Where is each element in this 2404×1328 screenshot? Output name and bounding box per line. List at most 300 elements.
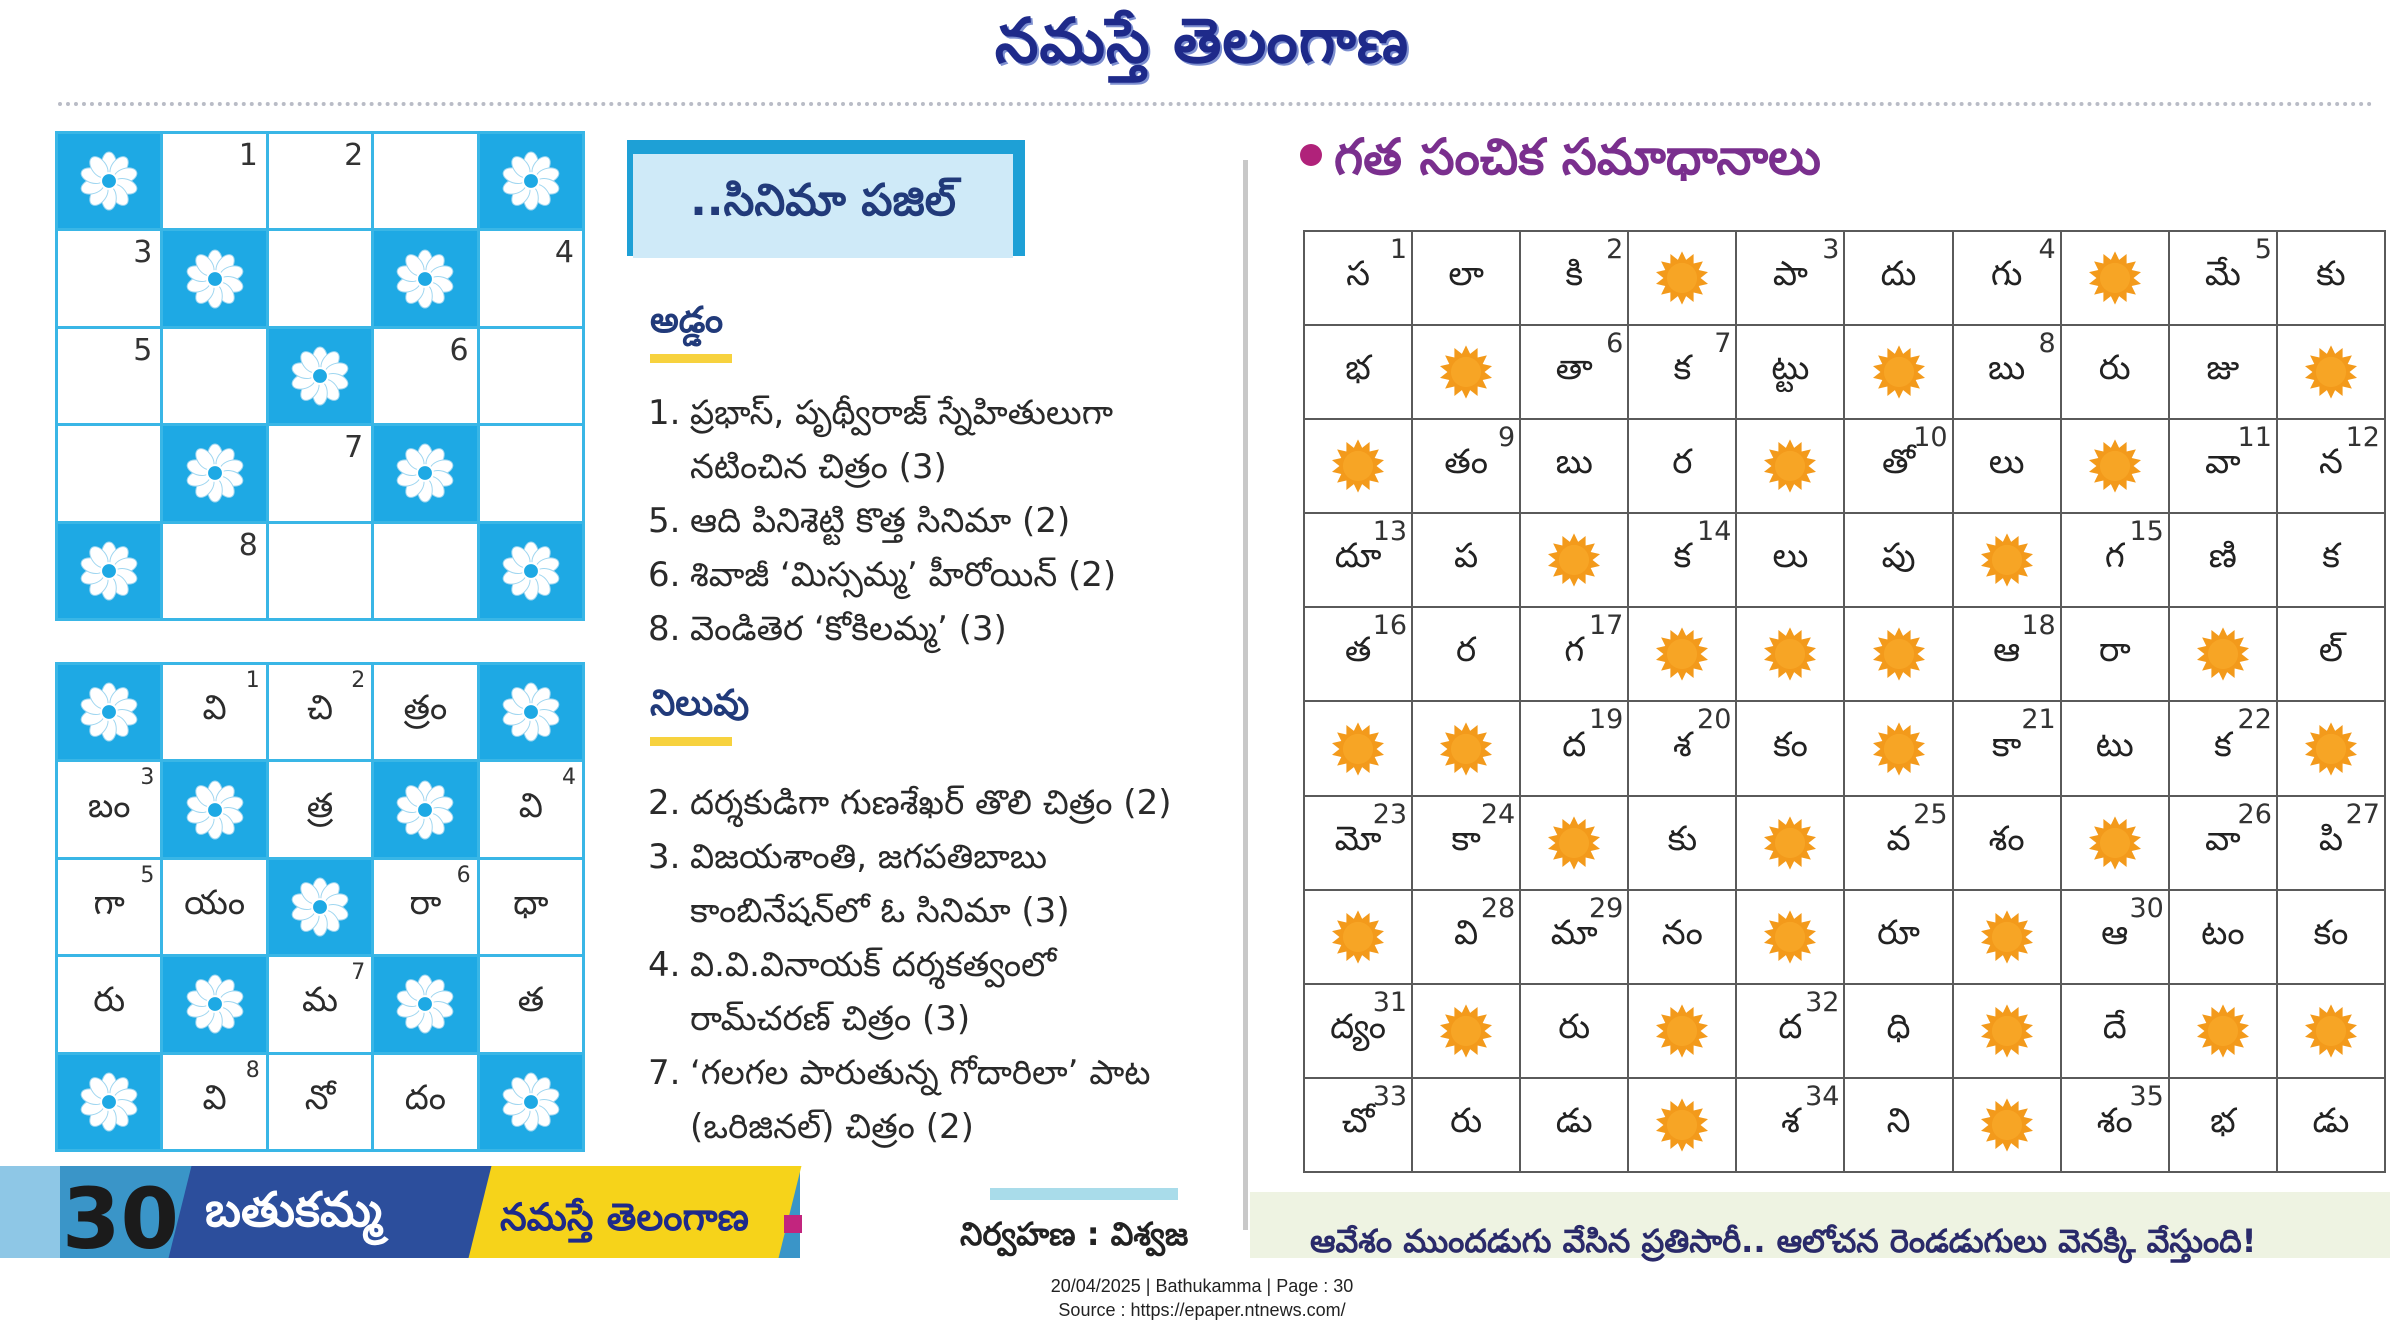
grid-cell[interactable] — [58, 426, 160, 520]
flower-icon — [182, 971, 248, 1037]
solution-block-cell — [1954, 1079, 2060, 1171]
clue-text: ఆది పినిశెట్టి కొత్త సినిమా (2) — [690, 501, 1071, 541]
clue-line — [648, 992, 1228, 1046]
star-icon — [2086, 814, 2144, 872]
star-icon — [2194, 1002, 2252, 1060]
solution-letter: ట్టు — [1771, 348, 1810, 389]
solution-cell — [1954, 232, 2060, 324]
solution-letter: జు — [2206, 348, 2240, 389]
grid-block-cell — [374, 231, 476, 325]
grid-cell[interactable] — [58, 762, 160, 856]
grid-cell[interactable] — [163, 665, 265, 759]
solution-cell — [1737, 326, 1843, 418]
solution-block-cell — [1737, 420, 1843, 512]
star-icon — [1761, 625, 1819, 683]
star-icon — [1870, 720, 1928, 778]
page-number: 30 — [62, 1170, 179, 1268]
solution-number: 20 — [1697, 704, 1732, 736]
solution-cell — [1845, 1079, 1951, 1171]
solution-block-cell — [2062, 797, 2168, 889]
solution-cell — [1629, 514, 1735, 606]
solution-letter: కి — [1565, 254, 1584, 295]
solution-letter: మో — [1334, 818, 1382, 859]
solution-number: 1 — [1389, 234, 1408, 265]
solution-cell — [1521, 891, 1627, 983]
solution-number: 33 — [1372, 1080, 1408, 1112]
grid-cell[interactable] — [480, 957, 582, 1051]
solution-cell — [1845, 891, 1951, 983]
grid-cell[interactable] — [374, 665, 476, 759]
grid-cell[interactable] — [58, 860, 160, 954]
solution-number: 11 — [2237, 422, 2272, 454]
solution-cell — [1305, 326, 1411, 418]
grid-cell[interactable] — [163, 860, 265, 954]
solution-cell — [2062, 326, 2168, 418]
grid-cell[interactable] — [269, 762, 371, 856]
clue-number: 6 — [449, 332, 469, 368]
solution-block-cell — [1305, 702, 1411, 794]
solution-cell — [1954, 702, 2060, 794]
solution-number: 15 — [2129, 516, 2164, 548]
cell-letter: వి — [202, 1077, 227, 1118]
solution-letter: కం — [2313, 912, 2349, 953]
solution-cell — [1521, 232, 1627, 324]
grid-cell[interactable] — [374, 134, 476, 228]
solution-number: 30 — [2129, 892, 2164, 924]
clue-index: 6. — [648, 555, 681, 595]
flower-icon — [76, 1069, 142, 1135]
grid-block-cell — [480, 1055, 582, 1149]
cell-letter: దం — [404, 1077, 447, 1118]
grid-cell[interactable] — [58, 957, 160, 1051]
solution-number: 10 — [1913, 422, 1948, 454]
star-icon — [2194, 625, 2252, 683]
solution-block-cell — [1413, 702, 1519, 794]
clue-number: 2 — [351, 668, 366, 693]
clue-line — [648, 602, 1228, 656]
solution-cell — [1413, 1079, 1519, 1171]
clue-text: నటించిన చిత్రం (3) — [690, 447, 947, 487]
solution-letter: ఆ — [2101, 912, 2129, 953]
clue-line — [648, 884, 1228, 938]
solution-block-cell — [1629, 985, 1735, 1077]
cell-letter: గా — [93, 882, 125, 923]
grid-cell[interactable] — [480, 231, 582, 325]
solution-number: 27 — [2345, 798, 2380, 830]
clue-text: విజయశాంతి, జగపతిబాబు — [690, 837, 1047, 877]
solution-cell — [1629, 326, 1735, 418]
solution-letter: దూ — [1334, 536, 1382, 577]
cell-letter: ధా — [513, 882, 549, 923]
solution-number: 22 — [2237, 704, 2272, 736]
down-heading: నిలువు — [650, 683, 749, 746]
solution-block-cell — [1737, 608, 1843, 700]
solution-cell — [1737, 985, 1843, 1077]
flower-icon — [76, 148, 142, 214]
grid-cell[interactable] — [480, 860, 582, 954]
solution-letter: నం — [1661, 912, 1703, 953]
clue-text: వెండితెర ‘కోకిలమ్మ’ (3) — [690, 609, 1007, 649]
clue-text: (ఒరిజినల్) చిత్రం (2) — [690, 1107, 974, 1147]
solution-block-cell — [1629, 1079, 1735, 1171]
solution-number: 24 — [1480, 798, 1516, 830]
solution-cell — [1954, 326, 2060, 418]
date-line: 20/04/2025 | Bathukamma | Page : 30 — [1050, 1276, 1354, 1296]
grid-block-cell — [269, 860, 371, 954]
star-icon — [1653, 625, 1711, 683]
flower-icon — [498, 1069, 564, 1135]
cell-letter: త — [517, 980, 545, 1021]
solution-letter: ప — [1454, 536, 1479, 577]
solution-cell — [2062, 1079, 2168, 1171]
grid-cell[interactable] — [163, 524, 265, 618]
solution-letter: వి — [1454, 912, 1479, 953]
solution-letter: స — [1346, 254, 1370, 295]
grid-block-cell — [374, 957, 476, 1051]
flower-icon — [498, 538, 564, 604]
solution-block-cell — [1305, 891, 1411, 983]
solution-number: 21 — [2021, 704, 2056, 736]
solution-number: 14 — [1697, 516, 1732, 548]
solution-letter: వా — [2205, 442, 2241, 483]
solution-number: 17 — [1588, 610, 1624, 642]
grid-block-cell — [480, 665, 582, 759]
solution-cell — [1521, 420, 1627, 512]
solution-cell — [1305, 797, 1411, 889]
solution-number: 4 — [2038, 234, 2056, 265]
solution-cell — [1845, 420, 1951, 512]
cell-letter: రా — [409, 882, 442, 923]
solution-number: 7 — [1714, 328, 1732, 360]
solution-block-cell — [2170, 608, 2276, 700]
solution-cell — [1954, 797, 2060, 889]
star-icon — [1870, 625, 1928, 683]
solution-number: 28 — [1480, 892, 1516, 924]
grid-cell[interactable] — [58, 231, 160, 325]
clue-line — [648, 386, 1228, 440]
solution-letter: శ — [1672, 724, 1692, 765]
solution-cell — [2278, 608, 2384, 700]
grid-cell[interactable] — [269, 231, 371, 325]
clue-number: 3 — [133, 235, 153, 271]
grid-block-cell — [269, 329, 371, 423]
star-icon — [2086, 437, 2144, 495]
solution-letter: కా — [1451, 818, 1481, 859]
grid-cell[interactable] — [269, 524, 371, 618]
star-icon — [1653, 1096, 1711, 1154]
cell-letter: చి — [306, 688, 334, 729]
solution-cell — [2170, 797, 2276, 889]
solution-letter: ద్యం — [1330, 1006, 1386, 1047]
cell-letter: త్రం — [403, 688, 448, 729]
solution-letter: కు — [1667, 818, 1698, 859]
solution-cell — [1413, 514, 1519, 606]
flower-icon — [392, 440, 458, 506]
solution-block-cell — [1629, 232, 1735, 324]
star-icon — [2302, 343, 2360, 401]
solution-cell — [1521, 1079, 1627, 1171]
solution-cell — [1521, 702, 1627, 794]
solution-cell — [2170, 702, 2276, 794]
star-icon — [1437, 343, 1495, 401]
solution-number: 31 — [1372, 986, 1408, 1018]
solution-number: 3 — [1822, 234, 1840, 265]
solution-cell — [2062, 514, 2168, 606]
solution-cell — [2170, 232, 2276, 324]
solution-number: 9 — [1498, 422, 1516, 454]
grid-block-cell — [163, 426, 265, 520]
star-icon — [1329, 908, 1387, 966]
clue-line — [648, 1046, 1228, 1100]
cell-letter: బం — [87, 785, 131, 826]
solution-block-cell — [2062, 420, 2168, 512]
solution-letter: డు — [1555, 1100, 1593, 1141]
cell-letter: రు — [93, 980, 126, 1021]
solution-letter: రా — [2098, 630, 2131, 671]
star-icon — [1545, 531, 1603, 589]
grid-cell[interactable] — [269, 134, 371, 228]
cell-letter: మ — [302, 980, 338, 1021]
clue-line — [648, 830, 1228, 884]
solution-letter: కు — [2316, 254, 2346, 295]
solution-letter: ద — [1562, 724, 1587, 765]
star-icon — [1761, 437, 1819, 495]
solution-cell — [1305, 608, 1411, 700]
star-icon — [2302, 720, 2360, 778]
grid-cell[interactable] — [163, 1055, 265, 1149]
solution-letter: తో — [1881, 442, 1916, 483]
solution-block-cell — [1845, 608, 1951, 700]
grid-cell[interactable] — [269, 1055, 371, 1149]
solution-letter: గ — [2104, 536, 2125, 577]
solution-cell — [1629, 420, 1735, 512]
solution-letter: బు — [1988, 348, 2026, 389]
grid-cell[interactable] — [480, 426, 582, 520]
clue-number: 3 — [140, 765, 155, 791]
grid-block-cell — [480, 524, 582, 618]
solution-letter: క — [2213, 724, 2232, 765]
solution-block-cell — [1737, 891, 1843, 983]
grid-block-cell — [163, 957, 265, 1051]
solution-letter: త — [1344, 630, 1372, 671]
grid-block-cell — [480, 134, 582, 228]
grid-cell[interactable] — [163, 134, 265, 228]
star-icon — [1329, 720, 1387, 778]
solution-cell — [1954, 420, 2060, 512]
solution-letter: చో — [1341, 1100, 1375, 1141]
solutions-grid — [1303, 230, 2386, 1173]
clue-line — [648, 776, 1228, 830]
solution-cell — [1845, 514, 1951, 606]
source-line: Source : https://epaper.ntnews.com/ — [1058, 1300, 1346, 1320]
solution-letter: దు — [1880, 254, 1917, 295]
clue-number: 7 — [344, 430, 364, 466]
solution-letter: లు — [1988, 442, 2025, 483]
solution-letter: ర — [1672, 442, 1693, 483]
star-icon — [1761, 814, 1819, 872]
grid-cell[interactable] — [374, 860, 476, 954]
grid-block-cell — [374, 762, 476, 856]
solution-block-cell — [1954, 985, 2060, 1077]
solution-number: 19 — [1588, 704, 1624, 736]
solution-number: 32 — [1805, 986, 1840, 1018]
solution-cell — [1845, 985, 1951, 1077]
solution-letter: ర — [1456, 630, 1477, 671]
star-icon — [1437, 1002, 1495, 1060]
solution-number: 5 — [2254, 234, 2272, 265]
solution-block-cell — [1521, 514, 1627, 606]
solution-letter: ల్ — [2318, 630, 2343, 671]
solution-cell — [2170, 1079, 2276, 1171]
solution-cell — [1629, 891, 1735, 983]
clue-number: 2 — [344, 138, 364, 173]
solution-cell — [1305, 232, 1411, 324]
solution-cell — [1413, 420, 1519, 512]
clue-number: 4 — [562, 765, 576, 791]
clue-number: 5 — [140, 862, 155, 888]
solution-letter: రు — [2098, 348, 2131, 389]
solution-letter: తా — [1555, 348, 1593, 389]
solutions-title: గత సంచిక సమాధానాలు — [1300, 128, 1821, 199]
cell-letter: వి — [518, 785, 543, 826]
solution-number: 2 — [1606, 234, 1624, 265]
solution-letter: మే — [2204, 254, 2241, 295]
grid-cell[interactable] — [269, 426, 371, 520]
solution-block-cell — [1845, 702, 1951, 794]
grid-block-cell — [163, 231, 265, 325]
dotted-divider — [58, 102, 2374, 106]
grid-cell[interactable] — [374, 524, 476, 618]
clue-number: 5 — [133, 332, 153, 368]
solution-cell — [2278, 797, 2384, 889]
clue-number: 7 — [351, 960, 366, 986]
solution-cell — [1521, 985, 1627, 1077]
puzzle-grid — [55, 131, 585, 621]
clue-text: వి.వి.వినాయక్ దర్శకత్వంలో — [690, 945, 1057, 985]
flower-icon — [182, 246, 248, 312]
solution-letter: కం — [1772, 724, 1808, 765]
solution-letter: డు — [2312, 1100, 2350, 1141]
footer-marker — [784, 1215, 802, 1233]
star-icon — [1761, 908, 1819, 966]
solution-number: 25 — [1913, 798, 1948, 830]
clue-line — [648, 548, 1228, 602]
solution-block-cell — [1737, 797, 1843, 889]
clue-index: 8. — [648, 609, 681, 649]
clue-text: ‘గలగల పారుతున్న గోదారిలా’ పాట — [690, 1053, 1151, 1093]
solution-cell — [2062, 608, 2168, 700]
star-icon — [1870, 343, 1928, 401]
solution-cell — [1413, 608, 1519, 700]
solution-letter: భ — [1345, 348, 1371, 389]
solution-block-cell — [1413, 326, 1519, 418]
solution-cell — [2062, 891, 2168, 983]
solution-number: 8 — [2038, 328, 2056, 360]
solution-block-cell — [2062, 232, 2168, 324]
solution-cell — [1521, 326, 1627, 418]
solution-letter: బు — [1555, 442, 1593, 483]
clue-number: 1 — [245, 668, 260, 693]
puzzle-title: ..సినిమా పజిల్ — [633, 154, 1013, 258]
solution-block-cell — [1954, 891, 2060, 983]
solution-number: 16 — [1372, 610, 1408, 642]
star-icon — [1978, 908, 2036, 966]
solution-letter: ఆ — [1993, 630, 2021, 671]
clue-line — [648, 494, 1228, 548]
solution-letter: రూ — [1877, 912, 1920, 953]
clue-index: 3. — [648, 837, 681, 877]
grid-block-cell — [58, 1055, 160, 1149]
grid-cell[interactable] — [163, 329, 265, 423]
grid-cell[interactable] — [480, 329, 582, 423]
grid-cell[interactable] — [374, 1055, 476, 1149]
solution-block-cell — [2278, 702, 2384, 794]
star-icon — [1653, 249, 1711, 307]
star-icon — [1329, 437, 1387, 495]
solution-cell — [2278, 891, 2384, 983]
clue-text: శివాజీ ‘మిస్సమ్మ’ హీరోయిన్ (2) — [690, 555, 1117, 595]
masthead-title: నమస్తే తెలంగాణ — [994, 4, 1410, 77]
grid-cell[interactable] — [58, 329, 160, 423]
clue-text: ప్రభాస్, పృథ్వీరాజ్ స్నేహితులుగా — [690, 393, 1114, 433]
clue-index: 7. — [648, 1053, 681, 1093]
grid-cell[interactable] — [269, 957, 371, 1051]
solution-letter: పి — [2318, 818, 2344, 859]
clue-line — [648, 938, 1228, 992]
clue-line — [648, 440, 1228, 494]
solution-letter: ద — [1778, 1006, 1803, 1047]
grid-cell[interactable] — [269, 665, 371, 759]
column-divider — [1243, 160, 1248, 1230]
solution-cell — [2278, 232, 2384, 324]
grid-cell[interactable] — [480, 762, 582, 856]
solution-number: 34 — [1805, 1080, 1840, 1112]
solution-cell — [1413, 797, 1519, 889]
solution-letter: గ — [1564, 630, 1585, 671]
flower-icon — [498, 148, 564, 214]
solution-letter: శం — [1988, 818, 2025, 859]
grid-block-cell — [58, 524, 160, 618]
star-icon — [1978, 531, 2036, 589]
solution-letter: శ — [1781, 1100, 1800, 1141]
grid-cell[interactable] — [374, 329, 476, 423]
solution-letter: ని — [1886, 1100, 1911, 1141]
star-icon — [1437, 720, 1495, 778]
solution-cell — [2062, 985, 2168, 1077]
solution-cell — [1845, 232, 1951, 324]
solution-block-cell — [1629, 608, 1735, 700]
solution-number: 23 — [1372, 798, 1408, 830]
clue-line — [648, 1100, 1228, 1154]
star-icon — [2302, 1002, 2360, 1060]
clue-text: దర్శకుడిగా గుణశేఖర్ తొలి చిత్రం (2) — [690, 783, 1172, 823]
solution-block-cell — [1521, 797, 1627, 889]
solution-letter: టు — [2095, 724, 2134, 765]
handler-credit: నిర్వహణ : విశ్వజ — [960, 1215, 1189, 1253]
clue-index: 4. — [648, 945, 681, 985]
flower-icon — [287, 874, 353, 940]
solution-cell — [1305, 985, 1411, 1077]
solution-letter: లు — [1772, 536, 1809, 577]
solution-cell — [2170, 514, 2276, 606]
star-icon — [1978, 1002, 2036, 1060]
solution-cell — [2278, 514, 2384, 606]
solution-cell — [1521, 608, 1627, 700]
flower-icon — [76, 538, 142, 604]
clue-index: 2. — [648, 783, 681, 823]
cell-letter: యం — [184, 882, 246, 923]
solution-letter: ధి — [1886, 1006, 1911, 1047]
